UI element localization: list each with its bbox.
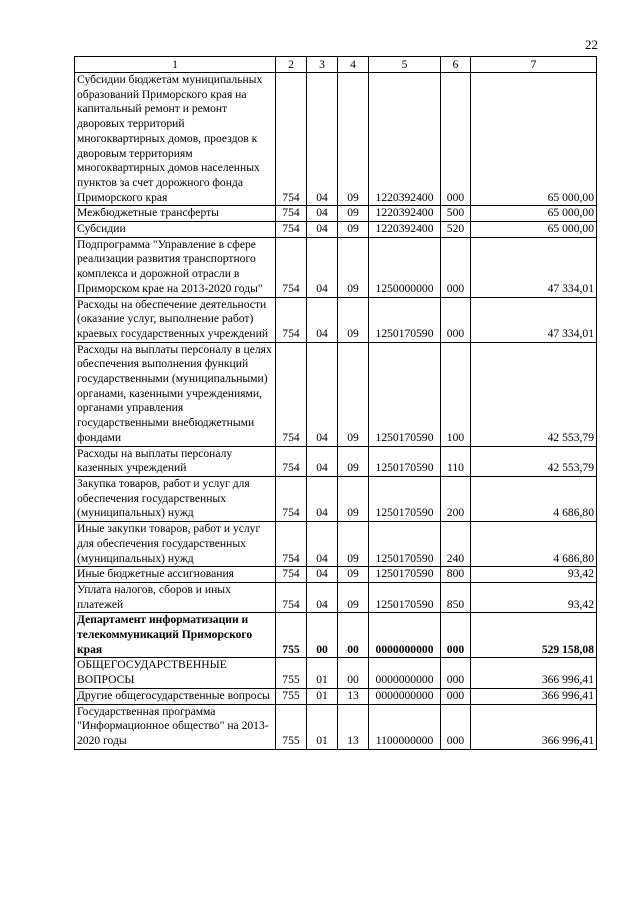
section-code: 04: [307, 567, 338, 583]
department-code: 754: [276, 222, 307, 238]
subsection-code: 00: [338, 613, 369, 658]
subsection-code: 09: [338, 342, 369, 446]
department-code: 755: [276, 704, 307, 749]
department-code: 754: [276, 342, 307, 446]
expense-type-code: 520: [441, 222, 471, 238]
amount: 65 000,00: [471, 206, 597, 222]
department-code: 754: [276, 73, 307, 206]
expense-type-code: 850: [441, 582, 471, 612]
expense-type-code: 240: [441, 522, 471, 567]
amount: 42 553,79: [471, 446, 597, 476]
header-col-2: 2: [276, 57, 307, 73]
amount: 4 686,80: [471, 522, 597, 567]
expense-type-code: 800: [441, 567, 471, 583]
department-code: 754: [276, 237, 307, 297]
target-article-code: 1220392400: [369, 206, 441, 222]
subsection-code: 09: [338, 582, 369, 612]
subsection-code: 09: [338, 297, 369, 342]
item-name: Государственная программа "Информационное общество" на 2013-2020 годы: [75, 704, 276, 749]
item-name: Подпрограмма "Управление в сфере реализации развития транспортного комплекса и дорожной отрасли в Приморском крае на 2013-2020 годы": [75, 237, 276, 297]
amount: 47 334,01: [471, 237, 597, 297]
item-name: Расходы на обеспечение деятельности (оказание услуг, выполнение работ) краевых государственных учреждений: [75, 297, 276, 342]
header-col-1: 1: [75, 57, 276, 73]
target-article-code: 1220392400: [369, 222, 441, 238]
department-code: 754: [276, 582, 307, 612]
amount: 366 996,41: [471, 704, 597, 749]
section-code: 01: [307, 704, 338, 749]
amount: 93,42: [471, 567, 597, 583]
item-name: Иные закупки товаров, работ и услуг для обеспечения государственных (муниципальных) нужд: [75, 522, 276, 567]
amount: 4 686,80: [471, 476, 597, 521]
expense-type-code: 000: [441, 613, 471, 658]
department-code: 755: [276, 688, 307, 704]
target-article-code: 1250170590: [369, 342, 441, 446]
item-name: ОБЩЕГОСУДАРСТВЕННЫЕ ВОПРОСЫ: [75, 658, 276, 688]
item-name: Департамент информатизации и телекоммуникаций Приморского края: [75, 613, 276, 658]
header-col-3: 3: [307, 57, 338, 73]
header-col-7: 7: [471, 57, 597, 73]
expense-type-code: 110: [441, 446, 471, 476]
target-article-code: 1250170590: [369, 476, 441, 521]
section-code: 04: [307, 522, 338, 567]
department-code: 754: [276, 446, 307, 476]
department-code: 754: [276, 206, 307, 222]
amount: 529 158,08: [471, 613, 597, 658]
expense-type-code: 000: [441, 297, 471, 342]
table-row: [75, 342, 597, 446]
amount: 65 000,00: [471, 73, 597, 206]
department-code: 755: [276, 613, 307, 658]
header-col-5: 5: [369, 57, 441, 73]
budget-table: [74, 56, 597, 750]
subsection-code: 09: [338, 73, 369, 206]
table-row: [75, 297, 597, 342]
subsection-code: 09: [338, 522, 369, 567]
target-article-code: 1250000000: [369, 237, 441, 297]
expense-type-code: 000: [441, 688, 471, 704]
department-code: 755: [276, 658, 307, 688]
amount: 65 000,00: [471, 222, 597, 238]
section-code: 04: [307, 446, 338, 476]
table-row: [75, 222, 597, 238]
table-row: [75, 237, 597, 297]
section-code: 00: [307, 613, 338, 658]
department-code: 754: [276, 522, 307, 567]
section-code: 04: [307, 476, 338, 521]
subsection-code: 00: [338, 658, 369, 688]
target-article-code: 1250170590: [369, 297, 441, 342]
item-name: Субсидии бюджетам муниципальных образований Приморского края на капитальный ремонт и ремонт дворовых территорий многоквартирных домов, проездов к дворовым территориям многоквартирных домов населенных пунктов за счет дорожного фонда Приморского края: [75, 73, 276, 206]
header-col-4: 4: [338, 57, 369, 73]
header-row: [75, 57, 597, 73]
subsection-code: 09: [338, 222, 369, 238]
section-code: 01: [307, 688, 338, 704]
target-article-code: 0000000000: [369, 688, 441, 704]
expense-type-code: 500: [441, 206, 471, 222]
expense-type-code: 200: [441, 476, 471, 521]
section-code: 04: [307, 206, 338, 222]
table-row: [75, 688, 597, 704]
table-row: [75, 704, 597, 749]
subsection-code: 13: [338, 688, 369, 704]
table-row: [75, 522, 597, 567]
expense-type-code: 000: [441, 704, 471, 749]
section-code: 04: [307, 582, 338, 612]
table-row: [75, 476, 597, 521]
target-article-code: 1250170590: [369, 522, 441, 567]
subsection-code: 13: [338, 704, 369, 749]
item-name: Иные бюджетные ассигнования: [75, 567, 276, 583]
section-code: 04: [307, 342, 338, 446]
target-article-code: 1250170590: [369, 567, 441, 583]
expense-type-code: 000: [441, 237, 471, 297]
table-row: [75, 73, 597, 206]
page-number: 22: [585, 37, 598, 52]
amount: 47 334,01: [471, 297, 597, 342]
subsection-code: 09: [338, 476, 369, 521]
item-name: Субсидии: [75, 222, 276, 238]
table-row: [75, 206, 597, 222]
department-code: 754: [276, 297, 307, 342]
item-name: Расходы на выплаты персоналу казенных учреждений: [75, 446, 276, 476]
table-row: [75, 613, 597, 658]
amount: 42 553,79: [471, 342, 597, 446]
expense-type-code: 100: [441, 342, 471, 446]
table-row: [75, 567, 597, 583]
amount: 366 996,41: [471, 688, 597, 704]
target-article-code: 0000000000: [369, 613, 441, 658]
section-code: 04: [307, 297, 338, 342]
target-article-code: 0000000000: [369, 658, 441, 688]
subsection-code: 09: [338, 206, 369, 222]
item-name: Закупка товаров, работ и услуг для обеспечения государственных (муниципальных) нужд: [75, 476, 276, 521]
subsection-code: 09: [338, 446, 369, 476]
item-name: Расходы на выплаты персоналу в целях обеспечения выполнения функций государственными (муниципальными) органами, казенными учреждениями, органами управления государственными внебюджетными фондами: [75, 342, 276, 446]
table-row: [75, 658, 597, 688]
subsection-code: 09: [338, 237, 369, 297]
section-code: 04: [307, 73, 338, 206]
table-row: [75, 446, 597, 476]
table-row: [75, 582, 597, 612]
item-name: Уплата налогов, сборов и иных платежей: [75, 582, 276, 612]
amount: 366 996,41: [471, 658, 597, 688]
item-name: Межбюджетные трансферты: [75, 206, 276, 222]
item-name: Другие общегосударственные вопросы: [75, 688, 276, 704]
section-code: 04: [307, 222, 338, 238]
section-code: 04: [307, 237, 338, 297]
amount: 93,42: [471, 582, 597, 612]
target-article-code: 1220392400: [369, 73, 441, 206]
section-code: 01: [307, 658, 338, 688]
department-code: 754: [276, 476, 307, 521]
header-col-6: 6: [441, 57, 471, 73]
target-article-code: 1250170590: [369, 446, 441, 476]
expense-type-code: 000: [441, 658, 471, 688]
subsection-code: 09: [338, 567, 369, 583]
target-article-code: 1100000000: [369, 704, 441, 749]
target-article-code: 1250170590: [369, 582, 441, 612]
department-code: 754: [276, 567, 307, 583]
expense-type-code: 000: [441, 73, 471, 206]
